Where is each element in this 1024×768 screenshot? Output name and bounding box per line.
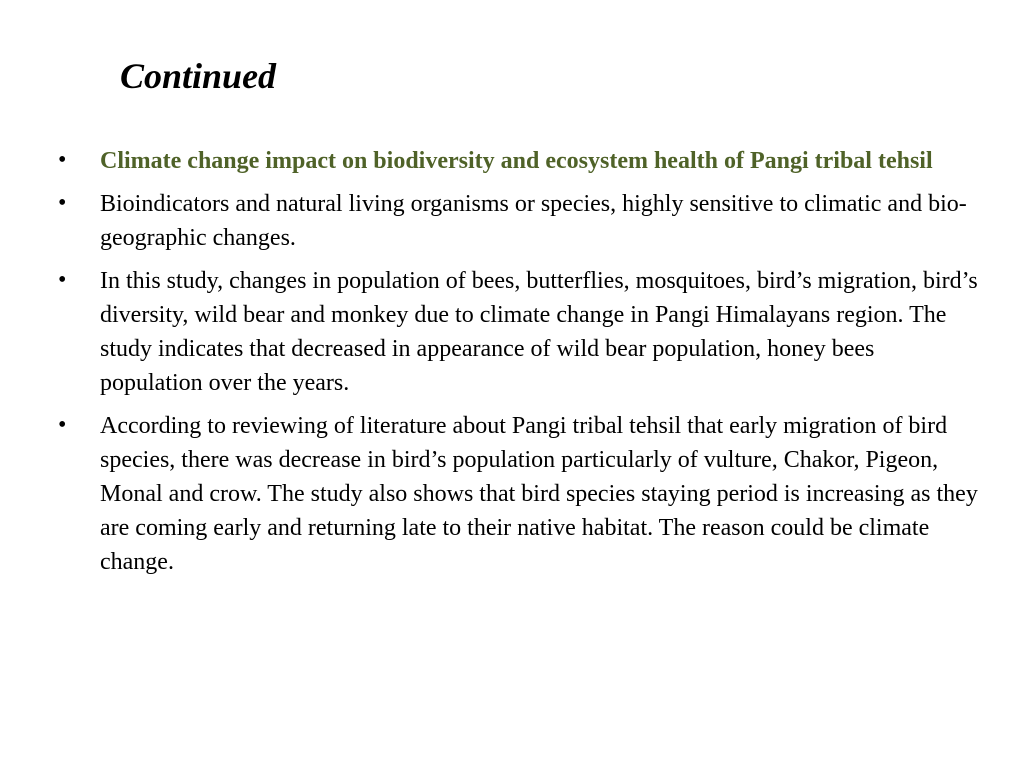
bullet-list <box>58 144 978 588</box>
bullet-icon: • <box>58 147 67 173</box>
slide-title: Continued <box>120 56 277 96</box>
bullet-text: Bioindicators and natural living organisms or species, highly sensitive to climatic and bio-geographic changes. <box>100 191 967 251</box>
bullet-item-topic <box>58 144 978 178</box>
bullet-text: Climate change impact on biodiversity and ecosystem health of Pangi tribal tehsil <box>100 148 933 174</box>
bullet-icon: • <box>58 267 67 293</box>
bullet-item-study-changes <box>58 264 978 400</box>
bullet-text: According to reviewing of literature about Pangi tribal tehsil that early migration of bird species, there was decrease in bird’s population particularly of vulture, Chakor, Pigeon, Monal and crow. The study also shows that bird species staying period is increasing as they are coming early and returning late to their native habitat. The reason could be climate change. <box>100 413 978 575</box>
bullet-item-literature-review <box>58 409 978 579</box>
bullet-icon: • <box>58 190 67 216</box>
bullet-icon: • <box>58 412 67 438</box>
bullet-item-bioindicators <box>58 187 978 255</box>
bullet-text: In this study, changes in population of bees, butterflies, mosquitoes, bird’s migration, bird’s diversity, wild bear and monkey due to climate change in Pangi Himalayans region. The study indicates that decreased in appearance of wild bear population, honey bees population over the years. <box>100 268 978 396</box>
